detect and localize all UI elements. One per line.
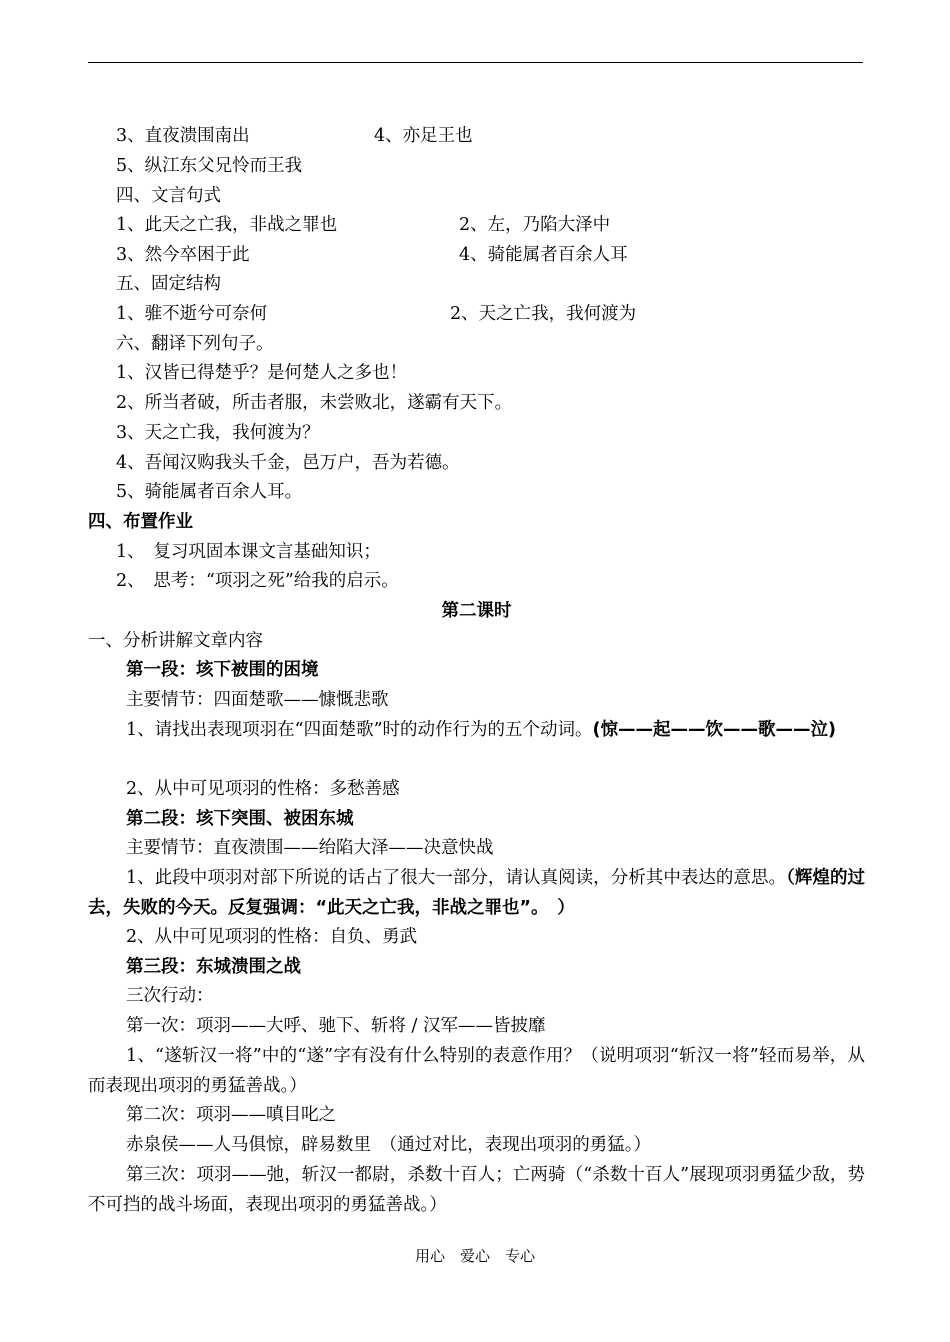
line-11: 3、天之亡我，我何渡为？ xyxy=(116,423,320,443)
section-heading-homework: 四、布置作业 xyxy=(88,512,193,532)
section-heading-translate: 六、翻译下列句子。 xyxy=(116,334,274,354)
paragraph-3-heading: 第三段：东城溃围之战 xyxy=(126,957,301,977)
line-21-answer: (惊——起——饮——歌——泣) xyxy=(592,720,837,740)
paragraph-1-heading: 第一段：垓下被围的困境 xyxy=(126,660,319,680)
page-footer: 用心 爱心 专心 xyxy=(414,1247,535,1265)
line-9: 1、汉皆已得楚乎？是何楚人之多也！ xyxy=(116,363,408,383)
line-22: 2、从中可见项羽的性格：多愁善感 xyxy=(126,779,400,799)
line-21 xyxy=(88,715,865,745)
line-26: 2、从中可见项羽的性格：自负、勇武 xyxy=(126,927,418,947)
line-15: 1、 复习巩固本课文言基础知识； xyxy=(116,542,381,562)
line-25-text: 1、此段中项羽对部下所说的话占了很大一部分，请认真阅读，分析其中表达的意思。 xyxy=(126,868,787,888)
line-7b: 2、天之亡我，我何渡为 xyxy=(450,304,637,324)
line-31: 第二次：项羽——嗔目叱之 xyxy=(126,1105,336,1125)
header-rule xyxy=(88,62,863,63)
line-5 xyxy=(116,240,865,270)
line-10: 2、所当者破，所击者服，未尝败北，遂霸有天下。 xyxy=(116,393,513,413)
line-29: 第一次：项羽——大呼、驰下、斩将 / 汉军——皆披靡 xyxy=(126,1016,546,1036)
line-21-text: 1、请找出表现项羽在“四面楚歌”时的动作行为的五个动词。 xyxy=(126,720,593,740)
line-5b: 4、骑能属者百余人耳 xyxy=(459,245,628,265)
lesson-title: 第二课时 xyxy=(441,601,512,621)
line-4b: 2、左，乃陷大泽中 xyxy=(459,215,611,235)
section-heading-sentence-patterns: 四、文言句式 xyxy=(116,186,221,206)
line-13: 5、骑能属者百余人耳。 xyxy=(116,482,303,502)
line-12: 4、吾闻汉购我头千金，邑万户，吾为若德。 xyxy=(116,453,460,473)
section-heading-analysis: 一、分析讲解文章内容 xyxy=(88,631,263,651)
section-heading-fixed-structures: 五、固定结构 xyxy=(116,274,221,294)
line-1a: 3、直夜溃围南出 xyxy=(116,126,250,146)
line-7 xyxy=(116,299,865,329)
line-16: 2、 思考：“项羽之死”给我的启示。 xyxy=(116,571,399,591)
line-25-answer: （辉煌的过去，失败的今天。反复强调：“此天之亡我，非战之罪也”。 ） xyxy=(88,868,865,918)
line-20: 主要情节：四面楚歌——慷慨悲歌 xyxy=(126,690,389,710)
paragraph-2-heading: 第二段：垓下突围、被困东城 xyxy=(126,809,354,829)
line-1b: 4、亦足王也 xyxy=(374,126,473,146)
line-2: 5、纵江东父兄怜而王我 xyxy=(116,156,303,176)
line-1 xyxy=(116,121,865,151)
line-28: 三次行动： xyxy=(126,986,214,1006)
line-5a: 3、然今卒困于此 xyxy=(116,245,250,265)
line-4 xyxy=(116,210,865,240)
line-7a: 1、骓不逝兮可奈何 xyxy=(116,304,268,324)
line-33: 第三次：项羽——弛，斩汉一都尉，杀数十百人；亡两骑（“杀数十百人”展现项羽勇猛少敌，势不可挡的战斗场面，表现出项羽的勇猛善战。） xyxy=(88,1165,865,1215)
line-30: 1、“遂斩汉一将”中的“遂”字有没有什么特别的表意作用？（说明项羽“斩汉一将”轻而易举，从而表现出项羽的勇猛善战。） xyxy=(88,1046,865,1096)
line-24: 主要情节：直夜溃围——绐陷大泽——决意快战 xyxy=(126,838,494,858)
line-4a: 1、此天之亡我，非战之罪也 xyxy=(116,215,338,235)
line-25 xyxy=(88,863,865,923)
line-32: 赤泉侯——人马俱惊，辟易数里 （通过对比，表现出项羽的勇猛。） xyxy=(126,1135,651,1155)
